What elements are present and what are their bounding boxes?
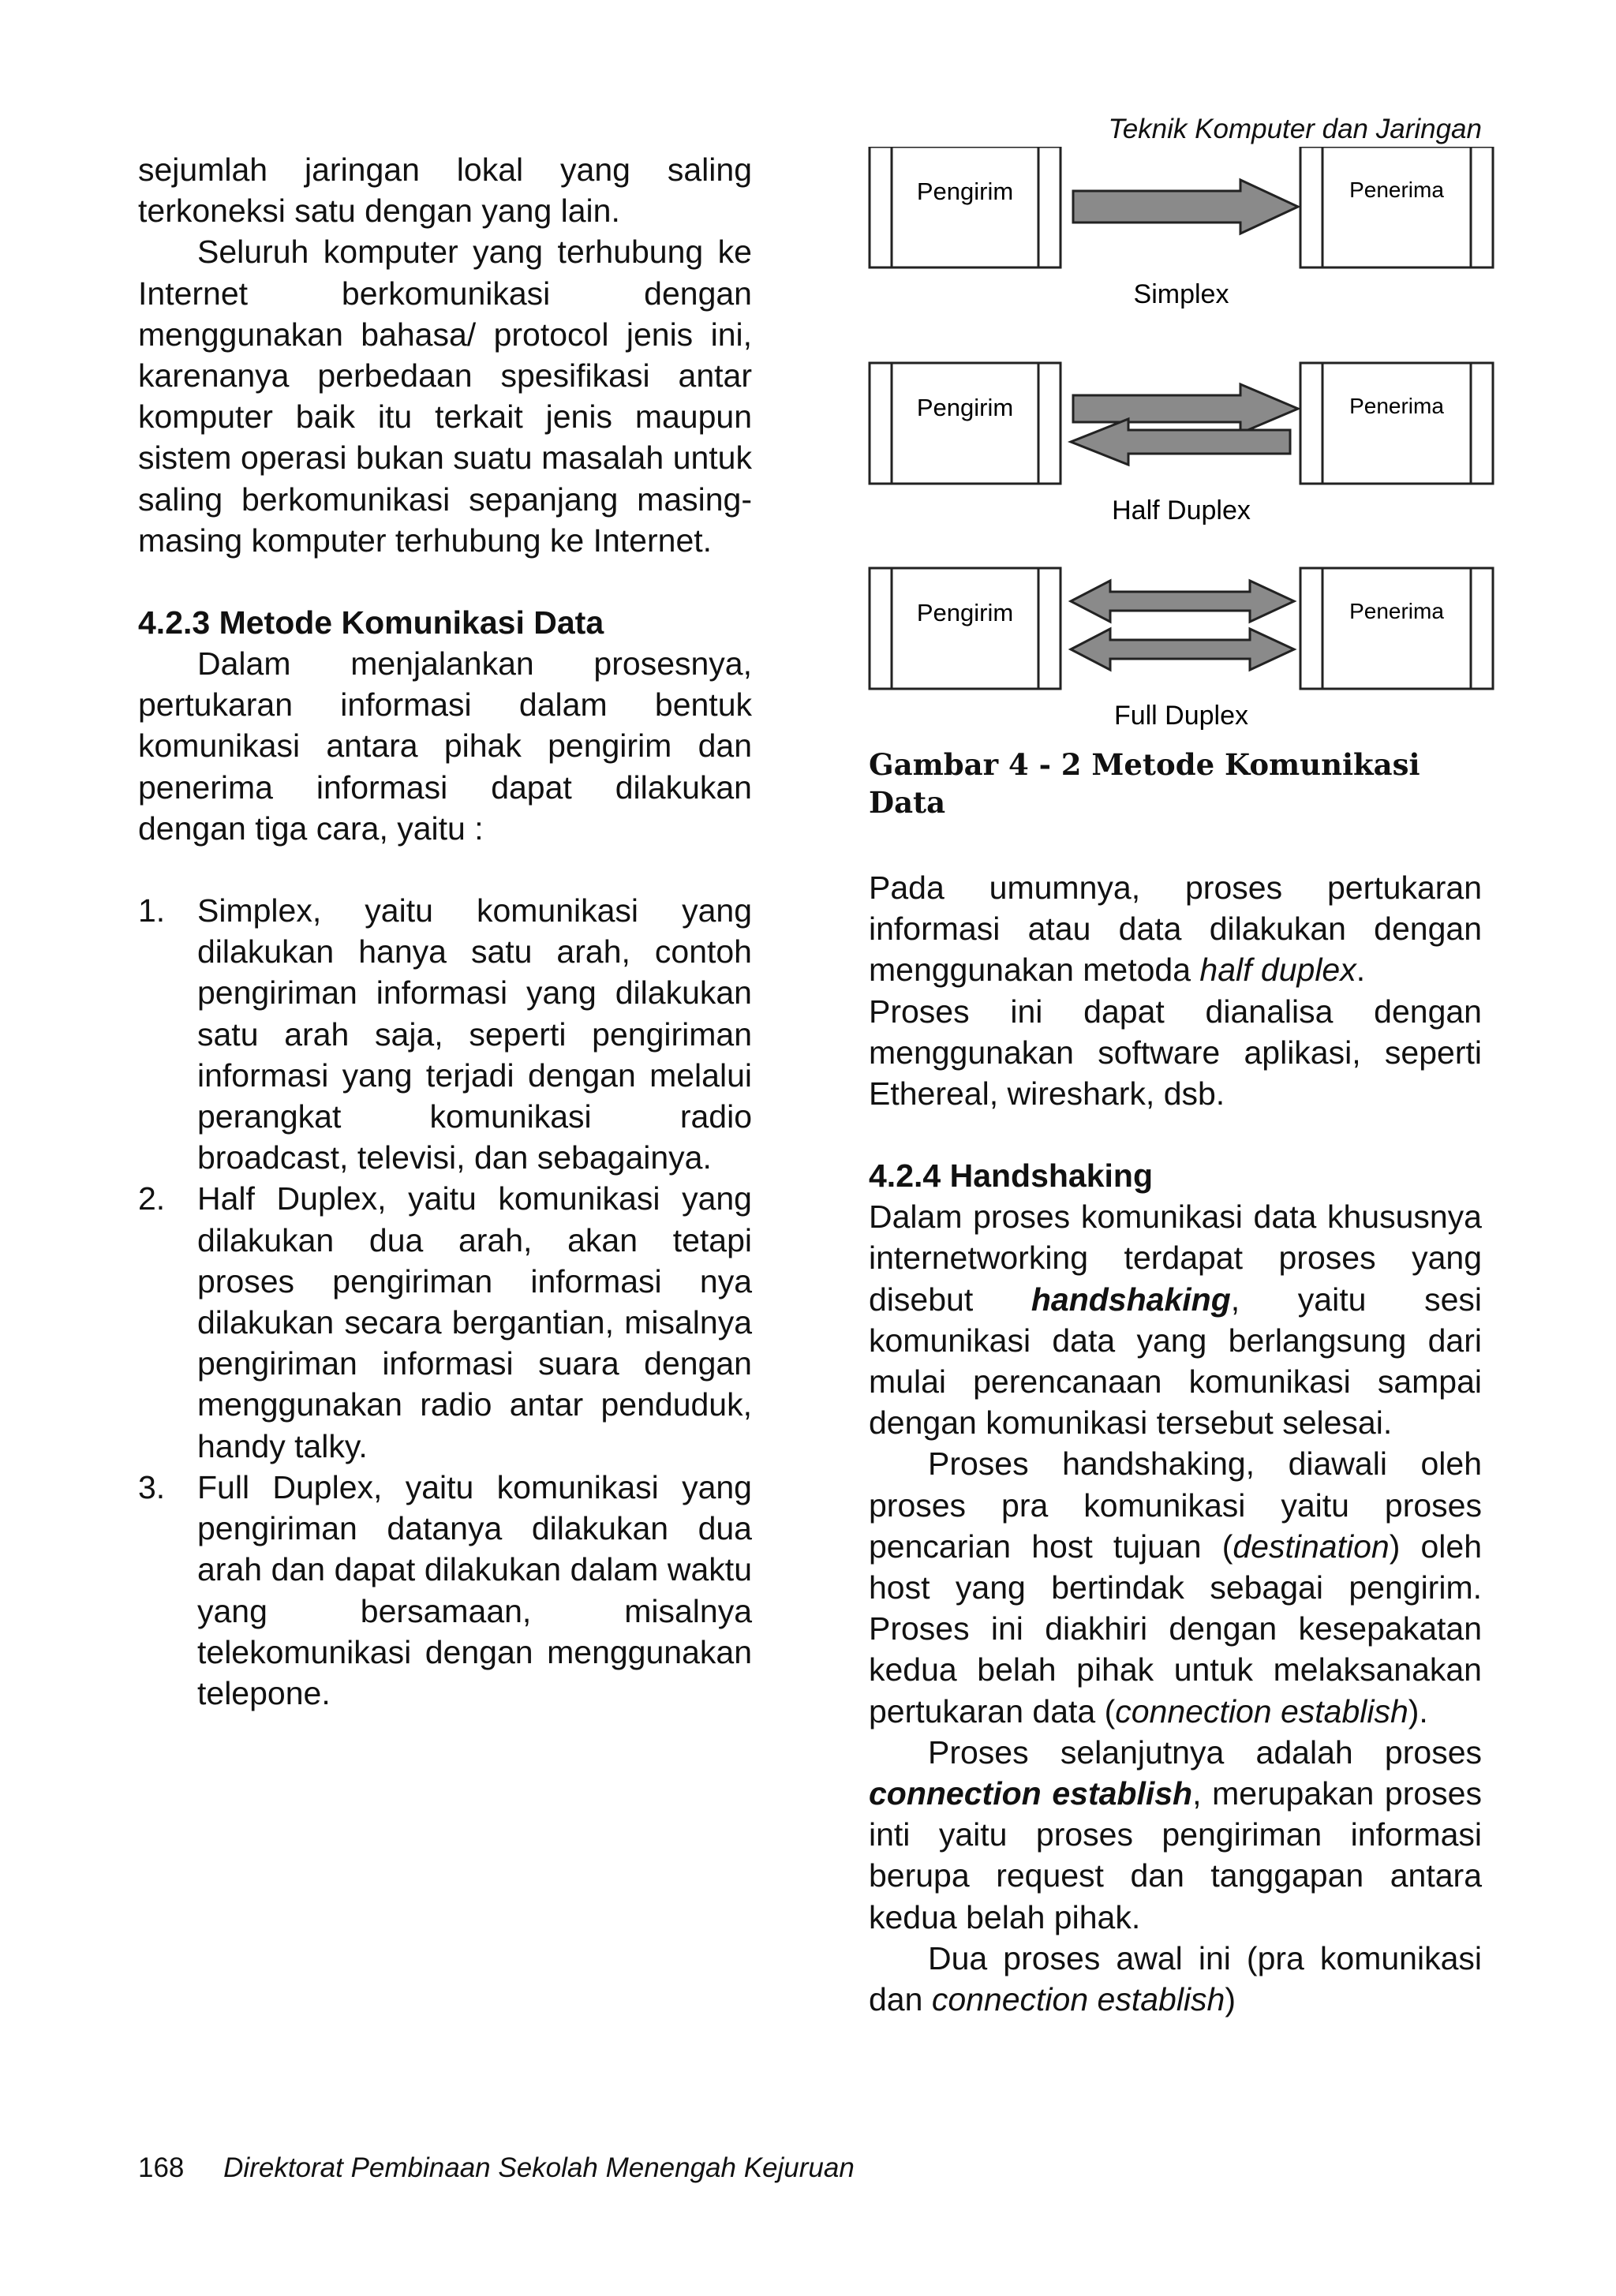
paragraph: Proses selanjutnya adalah proses connection establish, merupakan proses inti yaitu proses pengiriman informasi berupa request dan tanggapan antara kedua belah pihak. bbox=[869, 1733, 1482, 1935]
arrow-right-icon bbox=[1073, 384, 1298, 433]
page-header: Teknik Komputer dan Jaringan bbox=[1108, 114, 1482, 144]
sender-box bbox=[870, 147, 1060, 267]
list-item bbox=[138, 1178, 752, 1466]
full-duplex-row bbox=[870, 568, 1493, 731]
list-item bbox=[138, 1467, 752, 1714]
arrow-right-icon bbox=[1073, 180, 1298, 234]
paragraph: Pada umumnya, proses pertukaran informasi atau data dilakukan dengan menggunakan metoda half duplex. bbox=[869, 869, 1482, 989]
receiver-box bbox=[1300, 568, 1493, 689]
left-column bbox=[138, 149, 752, 1714]
double-arrow-icon bbox=[1071, 629, 1294, 670]
communication-methods-diagram bbox=[868, 147, 1498, 731]
paragraph: sejumlah jaringan lokal yang saling terkoneksi satu dengan yang lain. bbox=[138, 151, 752, 230]
list-text: Simplex, yaitu komunikasi yang dilakukan hanya satu arah, contoh pengiriman informasi yang dilakukan satu arah saja, seperti pengiriman informasi yang terjadi dengan melalui perangkat komunikasi radio broadcast, televisi, dan sebagainya. bbox=[197, 892, 752, 1176]
double-arrow-icon bbox=[1071, 581, 1294, 622]
method-list bbox=[138, 890, 752, 1714]
section-heading: 4.2.4 Handshaking bbox=[869, 1157, 1154, 1195]
paragraph: Proses ini dapat dianalisa dengan menggunakan software aplikasi, seperti Ethereal, wireshark, dsb. bbox=[869, 993, 1482, 1112]
receiver-label: Penerima bbox=[1349, 394, 1444, 418]
figure-caption: Gambar 4 - 2 Metode Komunikasi Data bbox=[869, 747, 1420, 820]
sender-label: Pengirim bbox=[916, 394, 1014, 421]
paragraph: Dua proses awal ini (pra komunikasi dan connection establish) bbox=[869, 1939, 1482, 2018]
receiver-label: Penerima bbox=[1349, 599, 1444, 623]
list-number: 3. bbox=[138, 1468, 166, 1505]
mode-label-simplex: Simplex bbox=[1133, 279, 1229, 309]
right-column bbox=[869, 867, 1482, 2020]
footer-text: Direktorat Pembinaan Sekolah Menengah Kejuruan bbox=[223, 2152, 855, 2183]
paragraph: Dalam proses komunikasi data khususnya internetworking terdapat proses yang disebut handshaking, yaitu sesi komunikasi data yang berlangsung dari mulai perencanaan komunikasi sampai dengan komunikasi tersebut selesai. bbox=[869, 1198, 1482, 1442]
sender-box bbox=[870, 568, 1060, 689]
paragraph: Proses handshaking, diawali oleh proses pra komunikasi yaitu proses pencarian host tujuan (destination) oleh host yang bertindak sebagai pengirim. Proses ini diakhiri dengan kesepakatan kedua belah pihak untuk melaksanakan pertukaran data (connection establish). bbox=[869, 1445, 1482, 1729]
section-heading: 4.2.3 Metode Komunikasi Data bbox=[138, 604, 604, 641]
list-item bbox=[138, 890, 752, 1178]
half-duplex-row bbox=[870, 363, 1493, 525]
page-number: 168 bbox=[138, 2152, 185, 2183]
mode-label-full-duplex: Full Duplex bbox=[1113, 701, 1249, 731]
paragraph: Seluruh komputer yang terhubung ke Internet berkomunikasi dengan menggunakan bahasa/ protocol jenis ini, karenanya perbedaan spesifikasi antar komputer baik itu terkait jenis maupun sistem operasi bukan suatu masalah untuk saling berkomunikasi sepanjang masing-masing komputer terhubung ke Internet. bbox=[138, 234, 752, 559]
sender-label: Pengirim bbox=[916, 178, 1014, 205]
paragraph: Dalam menjalankan prosesnya, pertukaran informasi dalam bentuk komunikasi antara pihak pengirim dan penerima informasi dapat dilakukan dengan tiga cara, yaitu : bbox=[138, 645, 752, 847]
list-text: Half Duplex, yaitu komunikasi yang dilakukan dua arah, akan tetapi proses pengiriman informasi nya dilakukan secara bergantian, misalnya pengiriman informasi suara dengan menggunakan radio antar penduduk, handy talky. bbox=[197, 1180, 752, 1464]
list-text: Full Duplex, yaitu komunikasi yang pengiriman datanya dilakukan dua arah dan dapat dilakukan dalam waktu yang bersamaan, misalnya telekomunikasi dengan menggunakan telepone. bbox=[197, 1468, 752, 1711]
sender-label: Pengirim bbox=[916, 599, 1014, 626]
receiver-label: Penerima bbox=[1349, 178, 1444, 202]
receiver-box bbox=[1300, 363, 1493, 484]
simplex-row bbox=[870, 147, 1493, 309]
mode-label-half-duplex: Half Duplex bbox=[1112, 495, 1251, 525]
sender-box bbox=[870, 363, 1060, 484]
list-number: 2. bbox=[138, 1180, 166, 1217]
receiver-box bbox=[1300, 147, 1493, 267]
list-number: 1. bbox=[138, 892, 166, 929]
page-footer bbox=[138, 2151, 855, 2186]
